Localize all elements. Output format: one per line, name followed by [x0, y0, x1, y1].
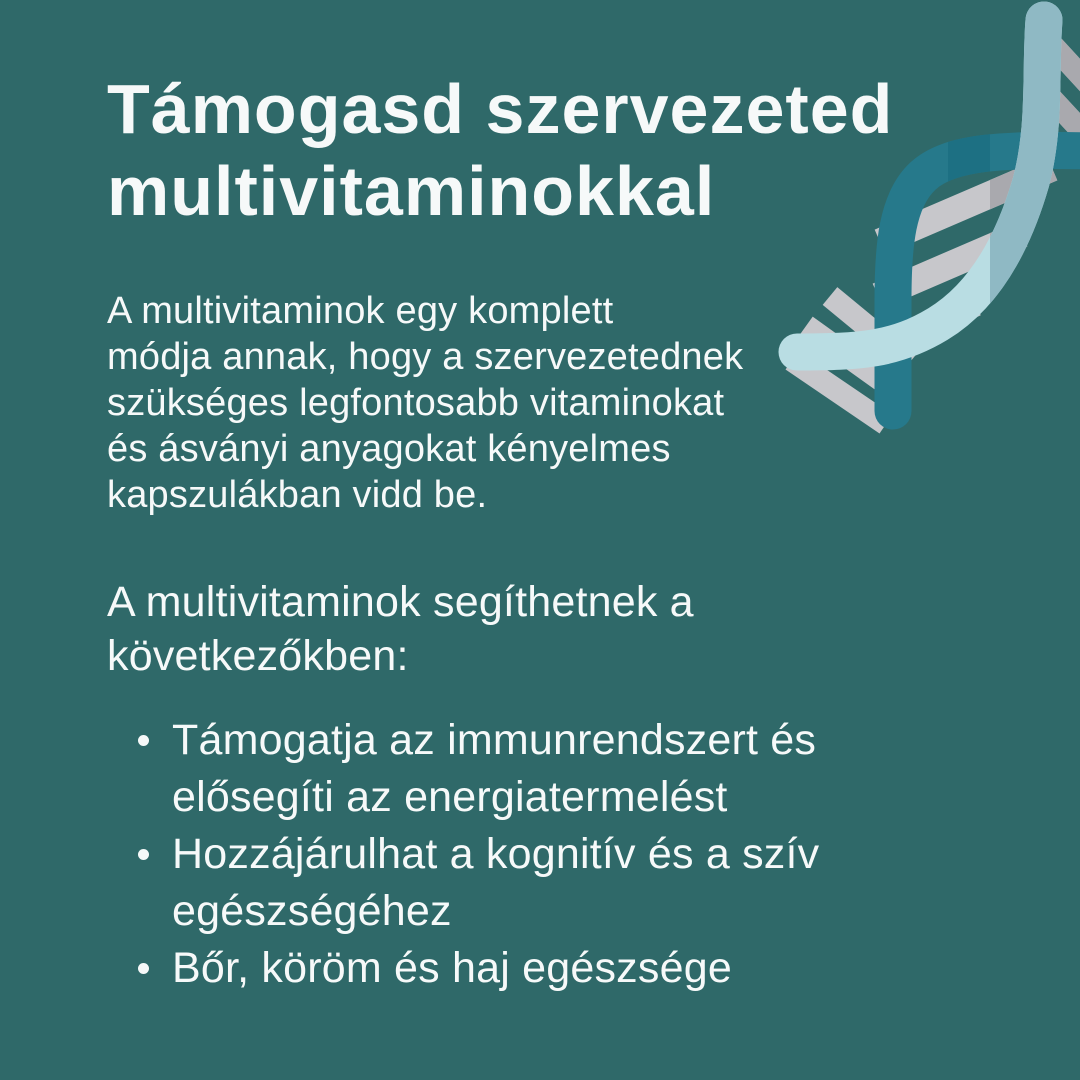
bullet-line: Támogatja az immunrendszert és: [172, 716, 817, 764]
subheading-line: A multivitaminok segíthetnek a: [107, 578, 694, 626]
bullet-item: [138, 940, 819, 997]
bullet-dot-icon: [138, 849, 149, 860]
page-title: [107, 68, 893, 232]
subheading-line: következőkben:: [107, 632, 409, 680]
bullet-line: Bőr, köröm és haj egészsége: [172, 944, 732, 992]
intro-line: szükséges legfontosabb vitaminokat: [107, 382, 725, 424]
bullet-dot-icon: [138, 735, 149, 746]
intro-paragraph: [107, 288, 743, 518]
section-subheading: [107, 575, 694, 683]
bullet-dot-icon: [138, 963, 149, 974]
intro-line: és ásványi anyagokat kényelmes: [107, 428, 671, 470]
title-line: Támogasd szervezeted: [107, 70, 894, 148]
bullet-line: egészségéhez: [172, 887, 452, 935]
bullet-item: [138, 712, 819, 826]
intro-line: kapszulákban vidd be.: [107, 474, 488, 516]
bullet-item: [138, 826, 819, 940]
bullet-line: Hozzájárulhat a kognitív és a szív: [172, 830, 820, 878]
bullet-text: [172, 826, 819, 940]
bullet-text: [172, 940, 732, 997]
intro-line: módja annak, hogy a szervezetednek: [107, 336, 744, 378]
bullet-line: elősegíti az energiatermelést: [172, 773, 728, 821]
title-line: multivitaminokkal: [107, 152, 716, 230]
benefits-list: [138, 712, 819, 997]
bullet-text: [172, 712, 816, 826]
intro-line: A multivitaminok egy komplett: [107, 290, 614, 332]
